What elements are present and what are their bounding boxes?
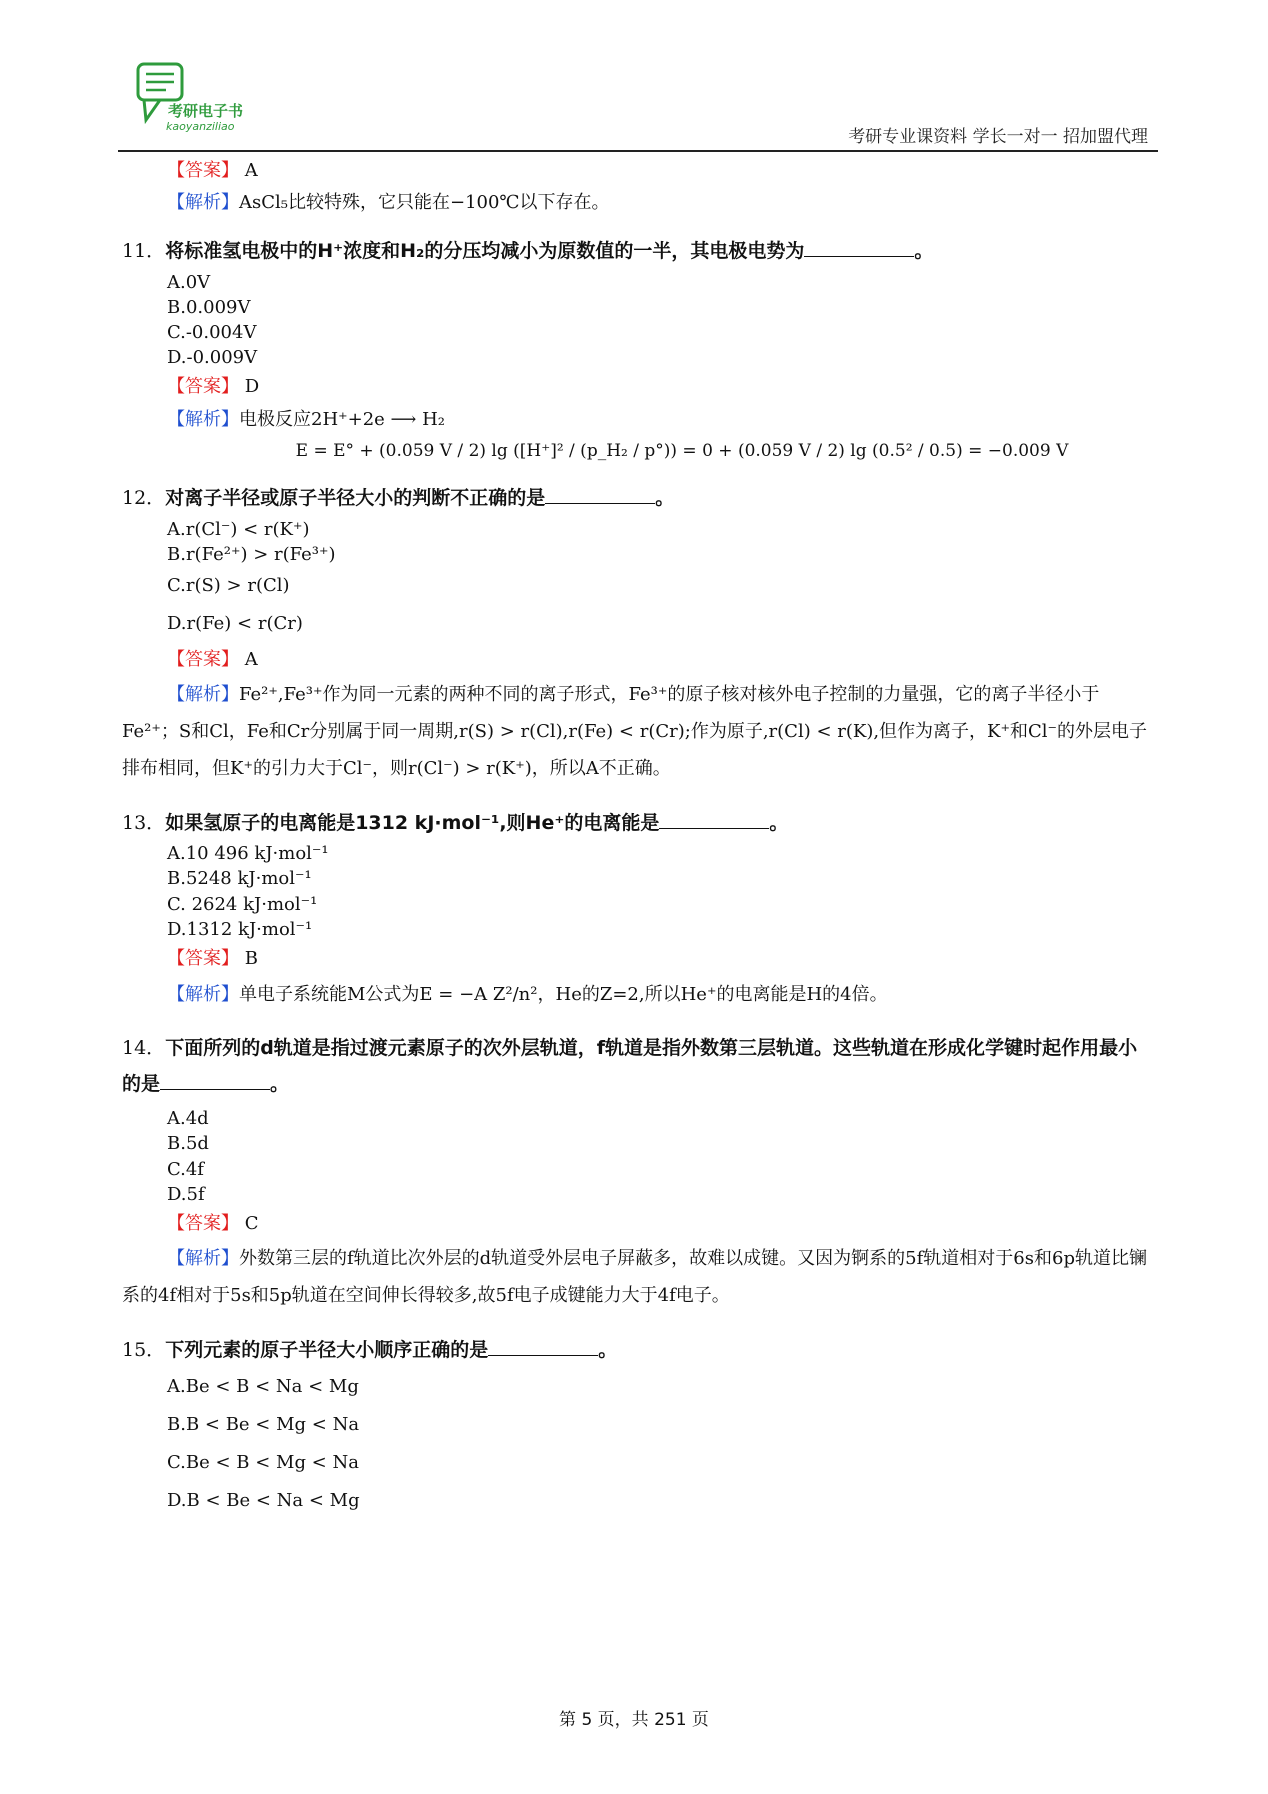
q13-explanation: [122, 982, 1152, 1008]
question-number: 14．: [122, 1037, 166, 1060]
explanation-tag: 【解析】: [167, 983, 239, 1005]
page-header: [118, 52, 1158, 152]
answer-blank: [545, 489, 655, 504]
option: B.B < Be < Mg < Na: [167, 1414, 360, 1436]
q12-answer: [122, 647, 1152, 673]
option: C. 2624 kJ·mol⁻¹: [167, 893, 318, 915]
answer-blank: [160, 1075, 270, 1090]
answer-blank: [488, 1341, 598, 1356]
explanation-line: 道相对于6s和6p轨道比镧系的4f相对于5s和5p轨道在空间伸长得较多,故5f电子成键能力大于4f电子。: [122, 1248, 1147, 1306]
answer-value: A: [244, 160, 258, 181]
option: D.-0.009V: [167, 347, 258, 369]
explanation-text: AsCl₅比较特殊，它只能在−100℃以下存在。: [239, 192, 610, 214]
explanation-line: 的离子半径小于Fe²⁺；S和Cl，Fe和Cr分别属于同一周期,r(S) > r(Cl),r(Fe) < r(Cr);作为原子,r(Cl) < r(K),但: [122, 683, 1100, 742]
q11-answer: [122, 374, 1152, 400]
explanation-text: 单电子系统能M公式为E = −A Z²/n²，He的Z=2,所以He⁺的电离能是H的4倍。: [239, 983, 888, 1005]
question-11: [122, 238, 1152, 266]
option: A.Be < B < Na < Mg: [167, 1376, 359, 1398]
answer-value: D: [244, 376, 260, 398]
q12-explanation: [122, 677, 1152, 788]
explanation-line: Fe²⁺,Fe³⁺作为同一元素的两种不同的离子形式，Fe³⁺的原子核对核外电子控制的力量强，它: [239, 683, 974, 705]
explanation-tag: 【解析】: [167, 408, 239, 430]
explanation-tag: 【解析】: [167, 1248, 239, 1270]
option: B.0.009V: [167, 296, 251, 318]
option: D.B < Be < Na < Mg: [167, 1489, 360, 1511]
question-end: 。: [769, 811, 789, 834]
question-stem-line: 下面所列的d轨道是指过渡元素原子的次外层轨道，f轨道是指外数第三层轨道。这些轨道在形成化: [165, 1037, 986, 1060]
option: B.r(Fe²⁺) > r(Fe³⁺): [167, 544, 336, 566]
page-content: [122, 158, 1152, 1520]
question-number: 13．: [122, 811, 166, 834]
q13-answer: [122, 946, 1152, 972]
option: D.5f: [167, 1183, 205, 1205]
page-footer: 第 5 页，共 251 页: [559, 1710, 709, 1730]
question-stem: 如果氢原子的电离能是1312 kJ·mol⁻¹,则He⁺的电离能是: [165, 811, 660, 834]
option: B.5d: [167, 1133, 209, 1155]
option: D.r(Fe) < r(Cr): [167, 613, 303, 635]
answer-tag: 【答案】: [167, 648, 239, 670]
option: C.r(S) > r(Cl): [167, 575, 290, 597]
option: C.4f: [167, 1158, 204, 1180]
answer-blank: [804, 242, 914, 257]
header-slogan: 考研专业课资料 学长一对一 招加盟代理: [848, 127, 1148, 147]
question-stem: 下列元素的原子半径大小顺序正确的是: [165, 1338, 489, 1361]
logo-subtitle: kaoyanziliao: [166, 120, 235, 133]
question-15: [122, 1337, 1152, 1365]
question-end: 。: [270, 1073, 290, 1096]
option: C.-0.004V: [167, 322, 257, 344]
q11-explanation: [122, 407, 1152, 433]
answer-tag: 【答案】: [167, 376, 239, 398]
option: A.r(Cl⁻) < r(K⁺): [167, 518, 310, 540]
explanation-tag: 【解析】: [167, 192, 239, 214]
option: A.10 496 kJ·mol⁻¹: [167, 843, 329, 865]
electrode-potential-formula: E = E° + (0.059 V / 2) lg ([H⁺]² / (p_H₂ / p°)) = 0 + (0.059 V / 2) lg (0.5² / 0.5) = −0.009 V: [295, 440, 1069, 461]
answer-value: A: [244, 648, 258, 670]
answer-tag: 【答案】: [167, 160, 239, 181]
question-stem: 对离子半径或原子半径大小的判断不正确的是: [165, 487, 546, 510]
question-stem-line: 学键时起作用最小的是: [122, 1037, 1138, 1096]
question-number: 15．: [122, 1338, 166, 1361]
explanation-line: 外数第三层的f轨道比次外层的d轨道受外层电子屏蔽多，故难以成键。又因为锕系的5f轨: [239, 1248, 942, 1270]
q14-answer: [122, 1211, 1152, 1237]
answer-tag: 【答案】: [167, 1213, 239, 1235]
question-13: [122, 810, 1152, 838]
answer-tag: 【答案】: [167, 947, 239, 969]
option: A.4d: [167, 1108, 209, 1130]
question-end: 。: [598, 1338, 618, 1361]
logo-title: 考研电子书: [168, 102, 244, 120]
answer-blank: [659, 814, 769, 829]
question-end: 。: [914, 240, 934, 263]
prev-answer: [122, 158, 1152, 184]
question-end: 。: [655, 487, 675, 510]
question-stem: 将标准氢电极中的H⁺浓度和H₂的分压均减小为原数值的一半，其电极电势为: [165, 240, 805, 263]
question-number: 12．: [122, 487, 166, 510]
question-12: [122, 485, 1152, 513]
option: A.0V: [167, 271, 211, 293]
option: B.5248 kJ·mol⁻¹: [167, 868, 312, 890]
q14-explanation: [122, 1241, 1152, 1315]
answer-value: C: [244, 1213, 259, 1235]
explanation-tag: 【解析】: [167, 683, 239, 705]
option: D.1312 kJ·mol⁻¹: [167, 918, 313, 940]
prev-explanation: [122, 190, 1152, 216]
answer-value: B: [244, 947, 258, 969]
question-14: [122, 1030, 1152, 1102]
option: C.Be < B < Mg < Na: [167, 1452, 359, 1474]
question-number: 11．: [122, 240, 166, 263]
header-divider: [118, 150, 1158, 152]
explanation-text: 电极反应2H⁺+2e ⟶ H₂: [239, 408, 445, 430]
explanation-line: 作为离子，K⁺和Cl⁻的外层电子排布相同，但K⁺的引力大于Cl⁻，则r(Cl⁻) > r(K⁺)，所以A不正确。: [122, 720, 1148, 779]
